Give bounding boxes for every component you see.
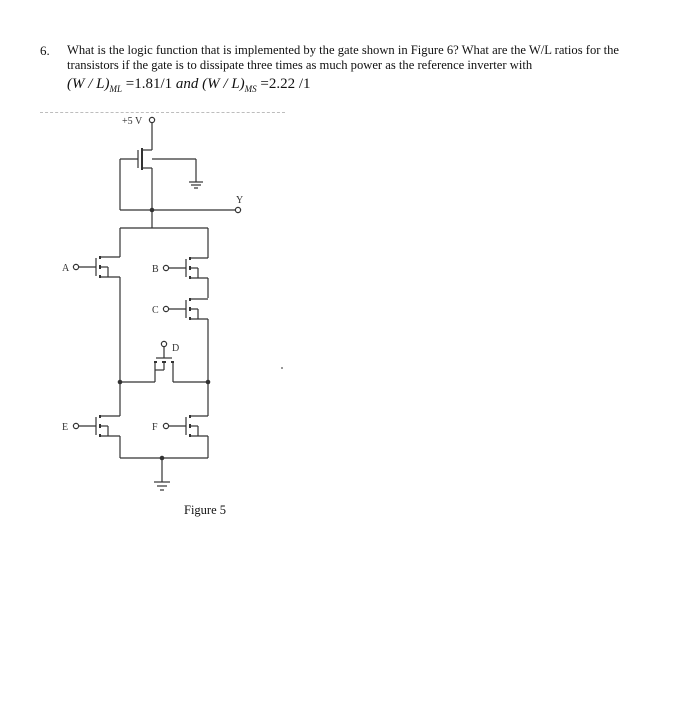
input-label-d: D [172, 343, 180, 354]
ms-value: =2.22 /1 [256, 76, 311, 92]
question-text: What is the logic function that is implemented by the gate shown in Figure 6? What are the W/L ratios for the transistors if the gate is to dissipate three times as much power as the reference inverter with [67, 43, 619, 72]
question-number: 6. [40, 43, 50, 58]
figure-caption: Figure 5 [184, 503, 227, 517]
input-label-c: C [152, 305, 159, 316]
input-label-b: B [152, 264, 159, 275]
output-terminal [235, 207, 240, 212]
ml-label: (W / L) [67, 76, 110, 92]
output-label: Y [236, 195, 244, 206]
supply-terminal [149, 117, 154, 122]
input-label-a: A [62, 263, 70, 274]
load-transistor [120, 144, 238, 210]
ms-label: (W / L) [202, 76, 245, 92]
transistor-e [62, 405, 120, 458]
transistor-d [120, 341, 208, 382]
input-label-f: F [152, 422, 158, 433]
ml-subscript: ML [109, 84, 123, 94]
ml-value: =1.81/1 [122, 76, 173, 92]
stray-dot [281, 367, 283, 369]
ms-subscript: MS [244, 84, 257, 94]
transistor-a [62, 250, 120, 382]
transistor-b [152, 250, 208, 298]
supply-label: +5 V [122, 116, 143, 127]
formula-joiner: and [172, 76, 203, 92]
input-label-e: E [62, 422, 69, 433]
transistor-f [152, 405, 208, 458]
ground-symbol [154, 458, 170, 490]
